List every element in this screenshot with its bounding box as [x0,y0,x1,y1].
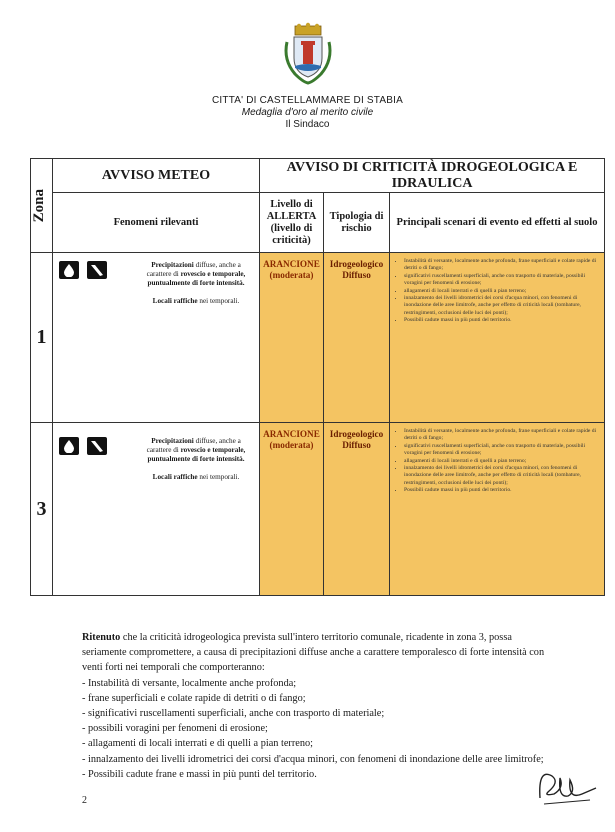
list-item: - frane superficiali e colate rapide di detriti o di fango; [82,692,306,704]
meteo-title: AVVISO METEO [53,159,260,193]
risk-type: Idrogeologico Diffuso [324,253,390,423]
phenomena-cell [53,423,260,596]
list-item: - allagamenti di locali interrati e di quelli a pian terreno; [82,738,314,750]
rain-drop-icon [59,437,79,455]
col-livello: Livello di ALLERTA (livello di criticità) [260,193,324,253]
wind-icon [87,261,107,279]
zona-header: Zona [31,159,53,253]
list-item: - innalzamento dei livelli idrometrici dei corsi d'acqua minori, con fenomeni di inondazione delle aree limitrofe; [82,753,544,765]
phenomena-text: Precipitazioni diffuse, anche a carattere di rovescio e temporale, puntualmente di forte intensità. Locali raffiche nei temporali. [146,261,246,305]
list-item: - Possibili cadute frane e massi in più punti del territorio. [82,768,317,780]
col-tipologia: Tipologia di rischio [324,193,390,253]
resolution-text [82,630,552,782]
signature-mark [530,758,600,818]
scenarios-cell: • Instabilità di versante, localmente anche profonda, frane superficiali e colate rapide di detriti o di fango; • significativi ruscellamenti superficiali, anche con trasporto di materiale, possibili voragini per fenomeni di erosione; • allagamenti di locali interrati e di quelli a pian terreno; • innalzamento dei livelli idrometrici dei corsi d'acqua minori, con fenomeni di inondazione delle aree limitrofe, anche per effetto di criticità locali (tombature, restringimenti, occlusioni delle luci dei ponti); • Possibili cadute massi in più punti del territorio. [390,423,605,596]
col-scenari: Principali scenari di evento ed effetti al suolo [390,193,605,253]
city-crest-logo [281,20,335,86]
list-item: - Instabilità di versante, localmente anche profonda; [82,677,297,689]
criticality-title: AVVISO DI CRITICITÀ IDROGEOLOGICA E IDRAULICA [260,159,605,193]
phenomena-cell [53,253,260,423]
medal-subtitle: Medaglia d'oro al merito civile [241,107,374,118]
phenomena-text: Precipitazioni diffuse, anche a carattere di rovescio e temporale, puntualmente di forte intensità. Locali raffiche nei temporali. [146,437,246,481]
intro-paragraph: Ritenuto che la criticità idrogeologica prevista sull'intero territorio comunale, ricadente in zona 3, possa seriamente compromettere, a causa di precipitazioni diffuse anche a carattere temporalesco di forte intensità con venti forti nei temporali che comporteranno: [82,632,545,674]
rain-drop-icon [59,261,79,279]
wind-icon [87,437,107,455]
page-number: 2 [82,795,87,806]
scenarios-cell: • Instabilità di versante, localmente anche profonda, frane superficiali e colate rapide di detriti o di fango; • significativi ruscellamenti superficiali, anche con trasporto di materiale, possibili voragini per fenomeni di erosione; • allagamenti di locali interrati e di quelli a pian terreno; • innalzamento dei livelli idrometrici dei corsi d'acqua minori, con fenomeni di inondazione delle aree limitrofe, anche per effetto di criticità locali (tombature, restringimenti, occlusioni delle luci dei ponti); • Possibili cadute massi in più punti del territorio. [390,253,605,423]
table-row [31,253,605,423]
alert-level: ARANCIONE (moderata) [260,423,324,596]
city-name: CITTA' DI CASTELLAMMARE DI STABIA [212,95,403,106]
alert-table [30,158,605,596]
zona-number: 1 [31,253,53,423]
col-fenomeni: Fenomeni rilevanti [53,193,260,253]
list-item: - significativi ruscellamenti superficiali, anche con trasporto di materiale; [82,708,385,720]
table-row [31,423,605,596]
zona-number: 3 [31,423,53,596]
list-item: - possibili voragini per fenomeni di erosione; [82,723,268,735]
letterhead [0,20,615,130]
mayor-title: Il Sindaco [285,119,330,130]
risk-type: Idrogeologico Diffuso [324,423,390,596]
alert-level: ARANCIONE (moderata) [260,253,324,423]
